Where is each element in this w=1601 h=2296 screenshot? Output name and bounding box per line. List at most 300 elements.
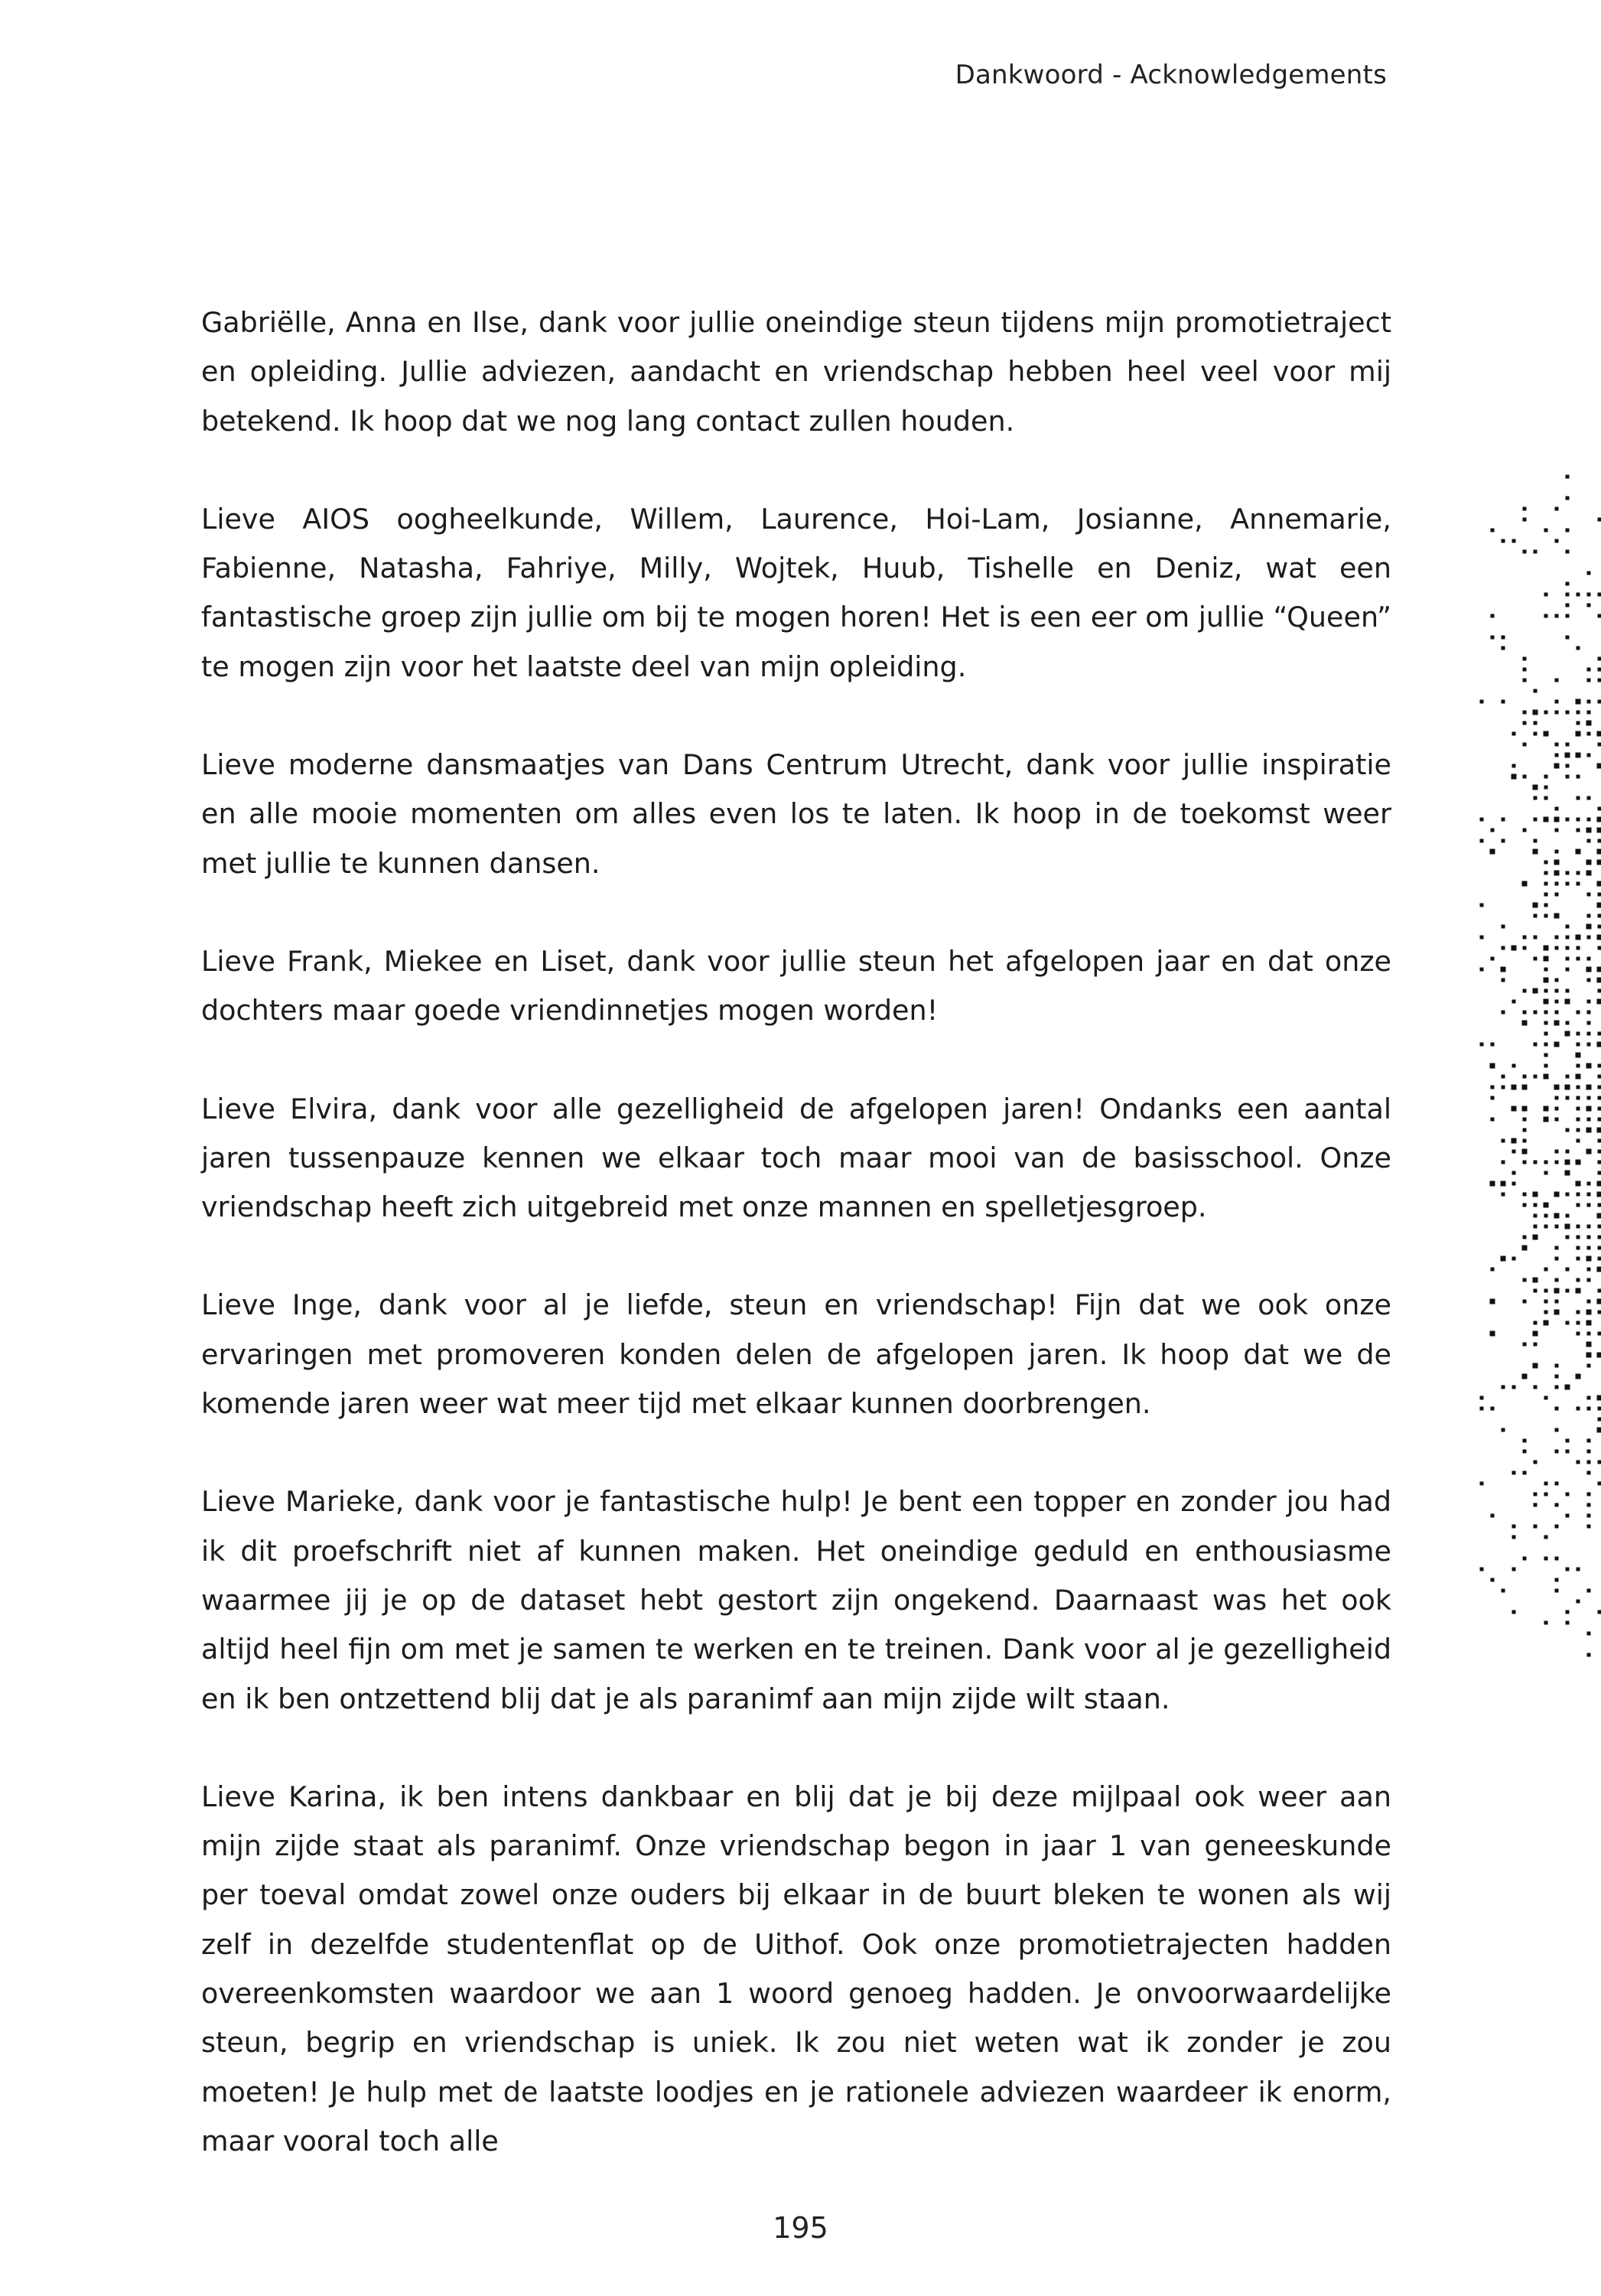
- cross-stitch-dot-pattern-icon: [1476, 428, 1601, 1882]
- pattern-dot: [1598, 1086, 1601, 1089]
- pattern-dot: [1544, 1171, 1548, 1175]
- pattern-dot: [1512, 1568, 1516, 1571]
- pattern-dot: [1587, 1182, 1591, 1186]
- pattern-dot: [1544, 956, 1549, 962]
- pattern-dot: [1533, 849, 1538, 855]
- pattern-dot: [1587, 979, 1591, 982]
- pattern-dot: [1522, 881, 1528, 887]
- pattern-dot: [1587, 1439, 1591, 1443]
- pattern-dot: [1587, 732, 1591, 736]
- pattern-dot: [1502, 1589, 1505, 1593]
- pattern-dot: [1586, 1128, 1592, 1133]
- pattern-dot: [1512, 946, 1517, 951]
- pattern-dot: [1577, 1311, 1580, 1314]
- pattern-dot: [1587, 893, 1591, 897]
- pattern-dot: [1555, 1578, 1559, 1582]
- pattern-dot: [1523, 507, 1527, 511]
- pattern-dot: [1565, 753, 1570, 758]
- pattern-dot: [1523, 550, 1527, 554]
- pattern-dot: [1544, 871, 1548, 875]
- pattern-dot: [1523, 668, 1527, 672]
- pattern-dot: [1566, 936, 1570, 940]
- pattern-dot: [1577, 946, 1580, 950]
- pattern-dot: [1555, 946, 1559, 950]
- pattern-dot: [1577, 882, 1580, 886]
- pattern-dot: [1586, 1321, 1592, 1326]
- pattern-dot: [1534, 1161, 1538, 1164]
- pattern-dot: [1577, 1118, 1580, 1122]
- pattern-dot: [1522, 1149, 1528, 1155]
- pattern-dot: [1577, 957, 1580, 961]
- pattern-dot: [1598, 1407, 1601, 1411]
- pattern-dot: [1544, 786, 1548, 790]
- pattern-dot: [1576, 1053, 1581, 1058]
- pattern-dot: [1597, 1428, 1601, 1433]
- pattern-dot: [1555, 507, 1559, 511]
- pattern-dot: [1565, 1385, 1570, 1390]
- pattern-dot: [1554, 914, 1560, 919]
- pattern-dot: [1554, 1085, 1560, 1090]
- pattern-dot: [1586, 967, 1592, 972]
- pattern-dot: [1533, 1192, 1538, 1197]
- pattern-dot: [1586, 1256, 1592, 1262]
- paragraph: Lieve AIOS oogheelkunde, Willem, Laurence, Hoi-Lam, Josianne, Annemarie, Fabienne, Natasha, Fahriye, Milly, Wojtek, Huub, Tishelle en Deniz, wat een fantastische groep zijn jullie om bij te mogen horen! Het is een eer om jullie “Queen” te mogen zijn voor het laatste deel van mijn opleiding.: [201, 502, 1391, 683]
- pattern-dot: [1587, 936, 1591, 940]
- pattern-dot: [1555, 743, 1559, 747]
- pattern-dot: [1587, 593, 1591, 597]
- pattern-dot: [1480, 1043, 1484, 1047]
- pattern-dot: [1534, 689, 1538, 693]
- pattern-dot: [1502, 539, 1505, 543]
- pattern-dot: [1554, 817, 1560, 822]
- pattern-dot: [1480, 1482, 1484, 1486]
- pattern-dot: [1587, 668, 1591, 672]
- pattern-dot: [1598, 518, 1601, 522]
- pattern-dot: [1544, 796, 1548, 800]
- pattern-dot: [1587, 1471, 1591, 1475]
- pattern-dot: [1554, 1192, 1560, 1197]
- pattern-dot: [1587, 1300, 1591, 1304]
- pattern-dot: [1490, 1331, 1495, 1337]
- pattern-dot: [1566, 1214, 1570, 1218]
- pattern-dot: [1502, 1161, 1505, 1164]
- pattern-dot: [1502, 700, 1505, 704]
- pattern-dot: [1577, 1236, 1580, 1239]
- pattern-dot: [1566, 1439, 1570, 1443]
- pattern-dot: [1523, 721, 1527, 725]
- pattern-dot: [1566, 497, 1570, 500]
- pattern-dot: [1555, 1150, 1559, 1154]
- pattern-dot: [1598, 1139, 1601, 1143]
- pattern-dot: [1512, 1138, 1517, 1144]
- pattern-dot: [1523, 1557, 1527, 1561]
- pattern-dot: [1587, 839, 1591, 843]
- pattern-dot: [1586, 871, 1592, 876]
- pattern-dot: [1544, 1396, 1548, 1400]
- pattern-dot: [1544, 1054, 1548, 1057]
- pattern-dot: [1566, 1150, 1570, 1154]
- pattern-dot: [1544, 1289, 1548, 1293]
- pattern-dot: [1502, 636, 1505, 640]
- pattern-dot: [1544, 1074, 1549, 1080]
- pattern-dot: [1544, 1482, 1548, 1486]
- pattern-dot: [1597, 1128, 1601, 1133]
- pattern-dot: [1598, 1203, 1601, 1207]
- pattern-dot: [1565, 1171, 1570, 1176]
- pattern-dot: [1587, 1278, 1591, 1282]
- pattern-dot: [1533, 1235, 1538, 1240]
- pattern-dot: [1597, 1042, 1601, 1047]
- pattern-dot: [1598, 839, 1601, 843]
- pattern-dot: [1534, 1386, 1538, 1389]
- pattern-dot: [1587, 711, 1591, 715]
- pattern-dot: [1587, 1236, 1591, 1239]
- pattern-dot: [1502, 1075, 1505, 1079]
- pattern-dot: [1480, 1396, 1484, 1400]
- pattern-dot: [1577, 1011, 1580, 1014]
- pattern-dot: [1480, 904, 1484, 907]
- pattern-dot: [1577, 1064, 1580, 1068]
- pattern-dot: [1598, 1118, 1601, 1122]
- pattern-dot: [1544, 861, 1548, 865]
- pattern-dot: [1523, 1278, 1527, 1282]
- pattern-dot: [1587, 1396, 1591, 1400]
- pattern-dot: [1577, 1203, 1580, 1207]
- pattern-dot: [1512, 732, 1516, 736]
- pattern-dot: [1566, 614, 1570, 618]
- pattern-dot: [1533, 1278, 1538, 1283]
- pattern-dot: [1555, 829, 1559, 832]
- pattern-dot: [1576, 1181, 1581, 1187]
- pattern-dot: [1587, 1493, 1591, 1496]
- pattern-dot: [1554, 1213, 1560, 1219]
- pattern-dot: [1502, 839, 1505, 843]
- pattern-dot: [1555, 882, 1559, 886]
- pattern-dot: [1598, 593, 1601, 597]
- pattern-dot: [1598, 1257, 1601, 1261]
- pattern-dot: [1534, 839, 1538, 843]
- pattern-dot: [1576, 699, 1581, 705]
- pattern-dot: [1566, 957, 1570, 961]
- pattern-dot: [1587, 1043, 1591, 1047]
- pattern-dot: [1502, 1086, 1505, 1089]
- pattern-dot: [1566, 925, 1570, 929]
- pattern-dot: [1555, 1096, 1559, 1100]
- pattern-dot: [1512, 1064, 1516, 1068]
- pattern-dot: [1597, 967, 1601, 972]
- pattern-dot: [1587, 1096, 1591, 1100]
- pattern-dot: [1491, 1086, 1495, 1089]
- pattern-dot: [1534, 914, 1538, 918]
- pattern-dot: [1512, 774, 1517, 780]
- pattern-dot: [1577, 1096, 1580, 1100]
- pattern-dot: [1555, 679, 1559, 682]
- pattern-dot: [1577, 1139, 1580, 1143]
- pattern-dot: [1566, 989, 1570, 993]
- pattern-dot: [1502, 818, 1505, 822]
- pattern-dot: [1544, 1621, 1548, 1625]
- pattern-dot: [1491, 1118, 1495, 1122]
- pattern-dot: [1512, 1085, 1517, 1090]
- pattern-dot: [1512, 1182, 1516, 1186]
- pattern-dot: [1598, 700, 1601, 704]
- pattern-dot: [1598, 743, 1601, 747]
- pattern-dot: [1598, 925, 1601, 929]
- pattern-dot: [1502, 979, 1505, 982]
- pattern-dot: [1554, 1288, 1560, 1294]
- pattern-dot: [1577, 711, 1580, 715]
- pattern-dot: [1566, 604, 1570, 607]
- pattern-dot: [1534, 1011, 1538, 1014]
- pattern-dot: [1490, 849, 1495, 855]
- pattern-dot: [1544, 1557, 1548, 1561]
- pattern-dot: [1586, 1106, 1592, 1112]
- pattern-dot: [1566, 529, 1570, 532]
- pattern-dot: [1555, 1011, 1559, 1014]
- pattern-dot: [1534, 796, 1538, 800]
- pattern-dot: [1598, 1161, 1601, 1164]
- pattern-dot: [1554, 1310, 1560, 1315]
- pattern-dot: [1587, 1407, 1591, 1411]
- pattern-dot: [1598, 1418, 1601, 1422]
- pattern-dot: [1577, 1278, 1580, 1282]
- pattern-dot: [1598, 679, 1601, 682]
- pattern-dot: [1555, 1300, 1559, 1304]
- pattern-dot: [1491, 1514, 1495, 1518]
- pattern-dot: [1544, 882, 1548, 886]
- pattern-dot: [1555, 614, 1559, 618]
- pattern-dot: [1512, 1471, 1516, 1475]
- pattern-dot: [1577, 1568, 1580, 1571]
- pattern-dot: [1577, 1032, 1580, 1036]
- pattern-dot: [1512, 1610, 1516, 1614]
- pattern-dot: [1502, 1428, 1505, 1432]
- pattern-dot: [1555, 1386, 1559, 1389]
- pattern-dot: [1586, 1063, 1592, 1069]
- pattern-dot: [1534, 1043, 1538, 1047]
- pattern-dot: [1555, 1278, 1559, 1282]
- pattern-dot: [1576, 731, 1581, 737]
- pattern-dot: [1512, 1171, 1516, 1175]
- pattern-dot: [1523, 1471, 1527, 1475]
- pattern-dot: [1491, 529, 1495, 532]
- pattern-dot: [1534, 818, 1538, 822]
- pattern-dot: [1555, 936, 1559, 940]
- paragraph: Lieve Frank, Miekee en Liset, dank voor jullie steun het afgelopen jaar en dat onze dochters maar goede vriendinnetjes mogen worden!: [201, 944, 1391, 1028]
- pattern-dot: [1597, 817, 1601, 822]
- pattern-dot: [1577, 1407, 1580, 1411]
- pattern-dot: [1577, 1043, 1580, 1047]
- pattern-dot: [1501, 1256, 1506, 1262]
- pattern-dot: [1577, 818, 1580, 822]
- pattern-dot: [1555, 1503, 1559, 1507]
- pattern-dot: [1598, 1246, 1601, 1250]
- pattern-dot: [1587, 1032, 1591, 1036]
- pattern-dot: [1566, 818, 1570, 822]
- pattern-dot: [1554, 860, 1560, 865]
- pattern-dot: [1522, 1085, 1528, 1090]
- pattern-dot: [1586, 1149, 1592, 1155]
- pattern-dot: [1555, 979, 1559, 982]
- pattern-dot: [1555, 1246, 1559, 1250]
- pattern-dot: [1523, 1128, 1527, 1132]
- pattern-dot: [1544, 775, 1548, 779]
- pattern-dot: [1577, 1600, 1580, 1604]
- pattern-dot: [1566, 775, 1570, 779]
- pattern-dot: [1566, 743, 1570, 747]
- pattern-dot: [1555, 1450, 1559, 1454]
- pattern-dot: [1566, 882, 1570, 886]
- pattern-dot: [1555, 1000, 1559, 1004]
- pattern-dot: [1598, 1096, 1601, 1100]
- pattern-dot: [1480, 1568, 1484, 1571]
- pattern-dot: [1577, 593, 1580, 597]
- pattern-dot: [1597, 1299, 1601, 1304]
- pattern-dot: [1555, 1364, 1559, 1368]
- pattern-dot: [1577, 796, 1580, 800]
- pattern-dot: [1523, 775, 1527, 779]
- pattern-dot: [1598, 989, 1601, 993]
- pattern-dot: [1544, 1300, 1548, 1304]
- pattern-dot: [1555, 1375, 1559, 1379]
- pattern-dot: [1555, 1225, 1559, 1229]
- pattern-dot: [1544, 1161, 1548, 1164]
- pattern-dot: [1586, 1085, 1592, 1090]
- pattern-dot: [1598, 1236, 1601, 1239]
- pattern-dot: [1598, 1032, 1601, 1036]
- pattern-dot: [1501, 1181, 1506, 1187]
- pattern-dot: [1566, 1321, 1570, 1325]
- pattern-dot: [1544, 1011, 1548, 1014]
- pattern-dot: [1598, 1289, 1601, 1293]
- pattern-dot: [1555, 1161, 1559, 1164]
- pattern-dot: [1587, 1653, 1591, 1657]
- pattern-dot: [1566, 764, 1570, 768]
- pattern-dot: [1544, 1268, 1548, 1272]
- pattern-dot: [1534, 1493, 1538, 1496]
- pattern-dot: [1576, 1074, 1581, 1080]
- pattern-dot: [1577, 829, 1580, 832]
- pattern-dot: [1555, 1107, 1559, 1111]
- pattern-dot: [1576, 1160, 1581, 1165]
- pattern-dot: [1587, 754, 1591, 757]
- pattern-dot: [1586, 1310, 1592, 1315]
- pattern-dot: [1577, 1257, 1580, 1261]
- pattern-dot: [1544, 1043, 1548, 1047]
- pattern-dot: [1587, 1118, 1591, 1122]
- pattern-dot: [1587, 1268, 1591, 1272]
- pattern-dot: [1587, 914, 1591, 918]
- pattern-dot: [1597, 881, 1601, 887]
- pattern-dot: [1598, 1461, 1601, 1464]
- pattern-dot: [1491, 636, 1495, 640]
- pattern-dot: [1491, 1407, 1495, 1411]
- pattern-dot: [1480, 839, 1484, 843]
- pattern-dot: [1522, 1246, 1528, 1251]
- pattern-dot: [1523, 1139, 1527, 1143]
- pattern-dot: [1597, 1213, 1601, 1219]
- paragraph: Lieve Elvira, dank voor alle gezelligheid de afgelopen jaren! Ondanks een aantal jaren tussenpauze kennen we elkaar toch maar mooi van de basisschool. Onze vriendschap heeft zich uitgebreid met onze mannen en spelletjesgroep.: [201, 1092, 1391, 1224]
- pattern-dot: [1544, 1117, 1549, 1122]
- pattern-dot: [1555, 1482, 1559, 1486]
- pattern-dot: [1534, 1289, 1538, 1293]
- pattern-dot: [1544, 529, 1548, 532]
- pattern-dot: [1566, 1021, 1570, 1025]
- pattern-dot: [1534, 1203, 1538, 1207]
- pattern-dot: [1577, 721, 1580, 725]
- pattern-dot: [1577, 1086, 1580, 1089]
- pattern-dot: [1544, 914, 1548, 918]
- pattern-dot: [1577, 871, 1580, 875]
- pattern-dot: [1555, 1589, 1559, 1593]
- paragraph: Gabriëlle, Anna en Ilse, dank voor jullie oneindige steun tijdens mijn promotietraject en opleiding. Jullie adviezen, aandacht en vriendschap hebben heel veel voor mij betekend. Ik hoop dat we nog lang contact zullen houden.: [201, 306, 1391, 438]
- pattern-dot: [1522, 1374, 1528, 1379]
- pattern-dot: [1491, 1043, 1495, 1047]
- pattern-dot: [1598, 893, 1601, 897]
- pattern-dot: [1566, 1514, 1570, 1518]
- pattern-dot: [1555, 711, 1559, 715]
- pattern-dot: [1587, 572, 1591, 575]
- pattern-dot: [1597, 1353, 1601, 1358]
- pattern-dot: [1480, 818, 1484, 822]
- pattern-dot: [1566, 550, 1570, 554]
- pattern-dot: [1566, 1621, 1570, 1625]
- pattern-dot: [1597, 1267, 1601, 1272]
- pattern-dot: [1544, 731, 1549, 737]
- pattern-dot: [1534, 1525, 1538, 1529]
- pattern-dot: [1598, 1171, 1601, 1175]
- pattern-dot: [1566, 711, 1570, 715]
- pattern-dot: [1534, 721, 1538, 725]
- pattern-dot: [1512, 1150, 1516, 1154]
- pattern-dot: [1566, 871, 1570, 875]
- pattern-dot: [1576, 849, 1581, 855]
- pattern-dot: [1566, 593, 1570, 597]
- pattern-dot: [1576, 935, 1581, 940]
- pattern-dot: [1523, 1450, 1527, 1454]
- pattern-dot: [1566, 475, 1570, 479]
- pattern-dot: [1577, 1107, 1580, 1111]
- pattern-dot: [1554, 1042, 1560, 1047]
- pattern-dot: [1577, 775, 1580, 779]
- pattern-dot: [1534, 1225, 1538, 1229]
- pattern-dot: [1534, 936, 1538, 940]
- pattern-dot: [1566, 1289, 1570, 1293]
- pattern-dot: [1586, 924, 1592, 930]
- pattern-dot: [1534, 550, 1538, 554]
- pattern-dot: [1544, 989, 1548, 993]
- pattern-dot: [1597, 1192, 1601, 1197]
- pattern-dot: [1512, 1536, 1516, 1539]
- pattern-dot: [1577, 1193, 1580, 1197]
- pattern-dot: [1544, 978, 1549, 983]
- pattern-dot: [1565, 999, 1570, 1005]
- pattern-dot: [1523, 711, 1527, 715]
- pattern-dot: [1565, 1160, 1570, 1165]
- pattern-dot: [1566, 1268, 1570, 1272]
- pattern-dot: [1577, 1321, 1580, 1325]
- pattern-dot: [1490, 1181, 1495, 1187]
- pattern-dot: [1512, 1525, 1516, 1529]
- pattern-dot: [1544, 1321, 1549, 1326]
- pattern-dot: [1512, 539, 1516, 543]
- pattern-dot: [1597, 1396, 1601, 1401]
- pattern-dot: [1566, 636, 1570, 640]
- pattern-dot: [1577, 1225, 1580, 1229]
- pattern-dot: [1534, 1343, 1538, 1347]
- pattern-dot: [1598, 614, 1601, 618]
- pattern-dot: [1490, 1063, 1495, 1069]
